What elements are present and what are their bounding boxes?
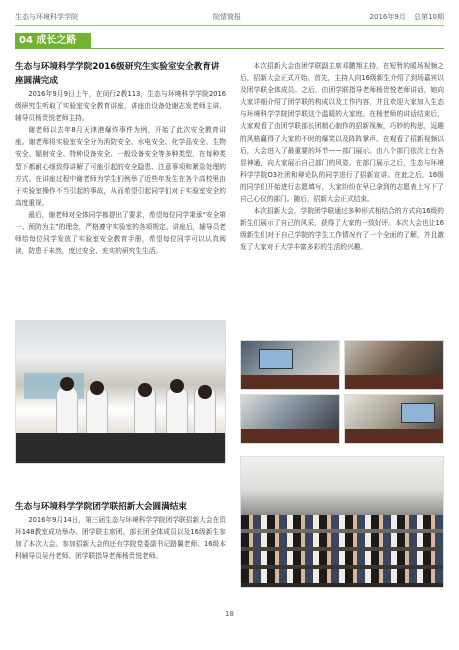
article-recruitment	[15, 500, 226, 562]
audience-row	[241, 533, 443, 547]
article-safety-education	[15, 60, 226, 257]
section-banner	[15, 33, 91, 49]
projector-screen	[259, 349, 293, 369]
recruitment-photo	[240, 340, 340, 390]
section-title: 04 成长之路	[19, 35, 77, 46]
header-date: 2016年9月	[369, 13, 406, 21]
header-rule	[15, 25, 444, 26]
lab-lecture-photo	[15, 320, 226, 464]
photo-head	[198, 385, 212, 399]
header-issue: 总第10期	[414, 13, 444, 21]
lab-bench	[16, 433, 225, 463]
article-paragraph: 最后，谢老师对全体同学都提出了要求，希望每位同学秉承“安全第一、预防为主”的理念，严格遵守实验室的各项规定。讲座后，辅导员老师给每位同学发放了实验室安全教育手册，希望每位同学可以认真阅读，防患于未然，度过安全、充实的研究生生活。	[15, 210, 226, 256]
article-title: 生态与环境科学学院团学联招新大会圆满结束	[15, 502, 187, 512]
audience-row	[241, 515, 443, 529]
recruitment-photo-grid	[240, 340, 444, 444]
article-paragraph: 本次招新大会由团学联副主席邓鹏翔主持，在短暂的暖场视频之后，招新大会正式开始。首先，主持人向16级新生介绍了到场嘉宾以及团学联全体成员。之后，由团学联指导老师杨贵悦老师讲话，她向大家详细介绍了团学联的构成以及工作内容，并且欢迎大家加入生态与环境科学学院团学联这个温暖的大家庭。在杨老师的讲话结束后，大家观看了由团学联部长团精心制作的招新视频，巧妙的构思，逗趣的风格赢得了大家的不时的爆笑以及阵阵掌声。在观看了招新视频以后，大会进入了最重要的环节——部门展示。由八个部门依次上台各显神通，向大家展示自己部门的风姿。在部门展示之后，生态与环境科学学院O3社团和辩论队的同学进行了招新宣讲。在此之后，16级的同学们开始进行志愿填写，大家纷纷在早已拿到的志愿表上写下了自己心仪的部门。随后，招新大会正式结束。	[240, 62, 444, 204]
photo-head	[90, 381, 104, 395]
header-issue-info	[364, 12, 444, 22]
section-divider	[91, 48, 444, 49]
audience-row	[241, 551, 443, 565]
photo-head	[170, 379, 184, 393]
header-school-name: 生态与环境科学学院	[15, 13, 78, 21]
photo-head	[60, 377, 74, 391]
article-paragraph: 谢老师以去年8月天津港爆炸事件为例，开始了此次安全教育讲座。谢老师将实验室安全分为消防安全、水电安全、化学品安全、生物安全、辐射安全、特种设备安全、一般设备安全等多种类型，在每种类型下都耐心细致得讲解了可能引起的安全隐患、注意事项和紧急处理的方式。在讲座过程中谢老师为学生们例举了近些年发生在各个高校里由于实验室操作不当引起的事故，从而希望引起同学们对于实验室安全的高度重视。	[15, 126, 226, 207]
podium	[241, 375, 339, 389]
page-number: 18	[225, 610, 234, 618]
page-header	[0, 0, 459, 28]
article-recruitment-continued	[240, 60, 444, 254]
article-paragraph: 本次招新大会，学院团学联通过多种形式相结合的方式向16级的新生们展示了自己的风采，获得了大家的一致好评。本次大会也让16级新生们对于自己学院的学生工作情况有了一个全面的了解，并且激发了大家对于大学丰富多彩的生活的兴趣。	[240, 207, 444, 252]
header-publication-name: 院情简报	[213, 13, 241, 21]
article-paragraph: 2016年9月14日，第三届生态与环境科学学院团学联招新大会在资环148教室成功举办。团学联主席团、部长团全体成员以及16级新生参加了本次大会。参加招新大会的还有学院党委副书记路翼老师、16级本科辅导员吴丹老师、团学联指导老师杨贵悦老师。	[15, 516, 226, 561]
article-paragraph: 2016年9月9日上午，在闵行2教113，生态与环境科学学院2016级研究生听取了实验室安全教育讲座，讲座由设备处谢志发老师主讲，辅导员杨贵悦老师主持。	[15, 90, 226, 123]
projector-screen	[401, 403, 435, 423]
photo-head	[138, 383, 152, 397]
article-title: 生态与环境科学学院2016级研究生实验室安全教育讲座圆满完成	[15, 62, 220, 86]
audience-row	[241, 569, 443, 583]
podium	[345, 375, 443, 389]
recruitment-photo	[344, 394, 444, 444]
podium	[345, 429, 443, 443]
recruitment-photo	[240, 394, 340, 444]
audience-photo	[240, 456, 444, 588]
recruitment-photo	[344, 340, 444, 390]
podium	[241, 429, 339, 443]
